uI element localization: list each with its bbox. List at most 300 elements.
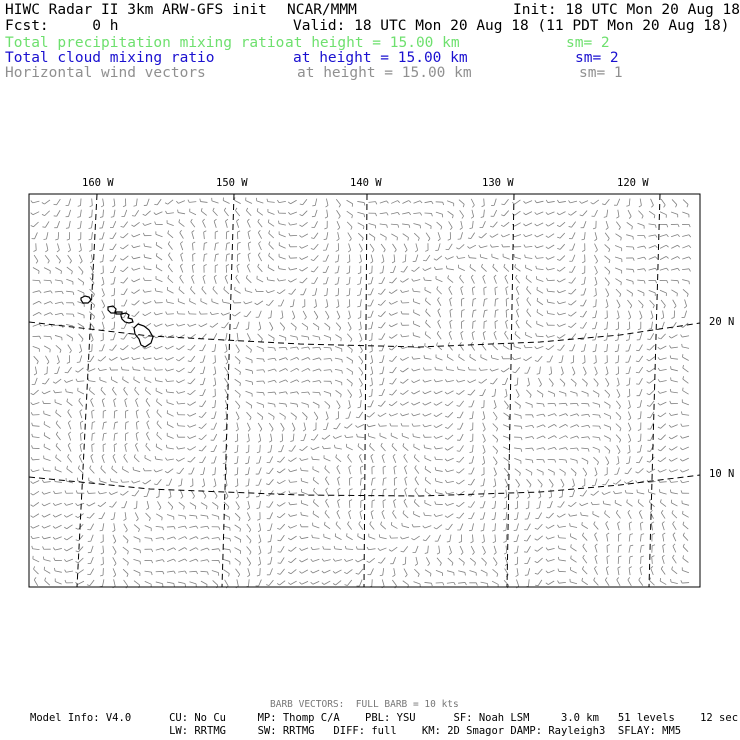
wind-barb — [92, 444, 95, 452]
wind-barb-flag — [32, 445, 33, 448]
wind-barb-shaft — [279, 269, 286, 270]
wind-barb-flag — [235, 340, 238, 341]
wind-barb-shaft — [650, 345, 655, 350]
wind-barb-shaft — [112, 345, 116, 351]
wind-barb-shaft — [514, 426, 521, 427]
wind-barb-shaft — [68, 434, 70, 441]
wind-barb-shaft — [415, 490, 419, 496]
wind-barb-shaft — [682, 269, 689, 270]
wind-barb-shaft — [570, 425, 576, 428]
wind-barb — [535, 346, 544, 348]
wind-barb-shaft — [559, 391, 566, 393]
wind-barb-flag — [132, 495, 135, 496]
wind-barb — [493, 457, 497, 465]
wind-barb — [146, 398, 150, 406]
wind-barb-shaft — [447, 391, 453, 394]
wind-barb — [279, 347, 287, 350]
wind-barb-flag — [51, 291, 53, 293]
wind-barb — [67, 335, 73, 342]
wind-barb-shaft — [548, 245, 554, 249]
wind-barb-shaft — [528, 490, 530, 497]
wind-barb-flag — [404, 454, 406, 456]
wind-barb-flag — [669, 470, 671, 472]
wind-barb — [146, 432, 149, 440]
wind-barb-shaft — [483, 311, 484, 318]
wind-barb-shaft — [145, 323, 151, 327]
wind-barb-flag — [233, 300, 234, 303]
wind-barb — [682, 344, 689, 348]
wind-barb-flag — [212, 407, 215, 408]
wind-barb-shaft — [180, 244, 182, 251]
wind-barb — [225, 275, 228, 284]
wind-barb-flag — [39, 324, 41, 326]
wind-barb-flag — [333, 436, 335, 438]
wind-barb-flag — [246, 208, 247, 211]
wind-barb — [214, 479, 216, 488]
wind-barb — [684, 299, 686, 308]
wind-barb — [303, 311, 306, 319]
wind-barb-flag — [296, 417, 297, 420]
wind-barb — [165, 458, 173, 461]
wind-barb-flag — [266, 495, 269, 496]
wind-barb-shaft — [236, 412, 239, 418]
wind-barb-flag — [401, 300, 402, 303]
wind-barb-flag — [31, 412, 32, 415]
wind-barb-flag — [357, 306, 360, 307]
wind-barb-shaft — [413, 280, 420, 282]
wind-barb-flag — [638, 418, 641, 419]
wind-barb-shaft — [392, 401, 397, 405]
wind-barb-flag — [494, 275, 496, 277]
wind-barb — [378, 322, 385, 328]
wind-barb-shaft — [156, 470, 163, 472]
wind-barb — [301, 392, 309, 395]
wind-barb — [471, 199, 474, 207]
wind-barb — [379, 344, 385, 351]
wind-barb — [647, 333, 653, 339]
wind-barb — [202, 479, 205, 487]
wind-barb-shaft — [302, 245, 308, 248]
wind-barb-shaft — [649, 502, 654, 507]
field-height-precip: at height = 15.00 km — [285, 35, 460, 51]
wind-barb-flag — [619, 440, 620, 443]
wind-barb-flag — [501, 225, 504, 227]
wind-barb-flag — [566, 460, 567, 463]
wind-barb-flag — [445, 469, 447, 471]
wind-barb-shaft — [324, 323, 329, 327]
wind-barb-flag — [80, 261, 82, 263]
wind-barb-shaft — [170, 490, 171, 497]
wind-barb-shaft — [56, 457, 62, 461]
wind-barb-flag — [654, 215, 655, 218]
wind-barb-flag — [494, 474, 496, 476]
wind-barb-shaft — [181, 479, 182, 486]
wind-barb — [424, 277, 432, 280]
wind-barb-flag — [384, 478, 387, 479]
wind-barb-flag — [411, 403, 413, 405]
wind-barb-flag — [154, 470, 156, 472]
wind-barb — [493, 264, 498, 272]
wind-barb-flag — [53, 503, 55, 505]
wind-barb — [595, 277, 597, 286]
wind-barb-flag — [568, 304, 571, 305]
wind-barb-shaft — [270, 322, 273, 328]
wind-barb — [99, 243, 104, 250]
wind-barb-flag — [133, 367, 134, 370]
wind-barb-flag — [92, 422, 95, 423]
wind-barb — [546, 268, 555, 270]
wind-barb — [167, 433, 173, 439]
wind-barb-shaft — [203, 389, 206, 395]
wind-barb-flag — [131, 225, 134, 227]
wind-barb-shaft — [637, 280, 644, 281]
wind-barb-shaft — [571, 211, 577, 215]
wind-barb — [560, 379, 565, 387]
wind-barb — [144, 266, 152, 270]
wind-barb-flag — [445, 448, 447, 450]
wind-barb — [268, 209, 275, 215]
wind-barb-flag — [582, 261, 585, 262]
wind-barb-shaft — [124, 334, 128, 340]
wind-barb-shaft — [650, 457, 655, 462]
wind-barb — [481, 264, 486, 272]
wind-barb-shaft — [56, 423, 61, 428]
wind-barb — [215, 243, 219, 251]
wind-barb-shaft — [606, 299, 608, 306]
wind-barb-flag — [147, 421, 149, 423]
wind-barb — [311, 233, 318, 239]
wind-barb — [325, 299, 328, 307]
wind-barb-flag — [176, 324, 178, 326]
wind-barb — [199, 344, 205, 350]
wind-barb — [401, 266, 408, 272]
wind-barb-flag — [250, 417, 251, 420]
wind-barb-flag — [73, 292, 74, 295]
wind-barb-flag — [526, 275, 527, 278]
wind-barb-flag — [369, 273, 372, 274]
wind-barb-flag — [297, 368, 299, 370]
wind-barb-flag — [267, 277, 268, 280]
wind-barb — [594, 355, 597, 363]
wind-barb-shaft — [167, 403, 174, 405]
wind-barb-flag — [224, 208, 226, 211]
wind-barb — [120, 245, 128, 249]
wind-barb — [300, 199, 307, 205]
wind-barb-shaft — [436, 269, 443, 270]
wind-barb — [312, 456, 320, 459]
wind-barb-shaft — [604, 504, 611, 505]
wind-barb-shaft — [371, 255, 373, 262]
wind-barb-shaft — [505, 378, 508, 385]
wind-barb-flag — [180, 242, 182, 244]
wind-barb-shaft — [279, 392, 286, 393]
wind-barb — [548, 414, 557, 416]
wind-barb — [188, 425, 197, 428]
wind-barb — [302, 380, 311, 382]
wind-barb-flag — [239, 395, 240, 398]
wind-barb-shaft — [660, 245, 666, 248]
wind-barb — [289, 445, 296, 451]
wind-barb-flag — [606, 306, 608, 308]
wind-barb-flag — [506, 320, 508, 322]
wind-barb-flag — [495, 298, 498, 299]
wind-barb-shaft — [124, 501, 126, 508]
wind-barb-shaft — [583, 322, 587, 328]
wind-barb-flag — [72, 338, 73, 341]
wind-barb — [401, 423, 409, 426]
wind-barb-flag — [423, 403, 425, 405]
wind-barb — [132, 481, 141, 483]
wind-barb — [179, 502, 185, 509]
wind-barb-shaft — [92, 232, 93, 239]
wind-barb — [425, 298, 430, 305]
wind-barb-flag — [188, 372, 191, 373]
wind-barb-shaft — [671, 447, 677, 451]
wind-barb — [55, 466, 61, 472]
wind-barb-shaft — [33, 312, 39, 315]
wind-barb — [445, 435, 453, 440]
wind-barb — [357, 299, 361, 307]
wind-barb — [312, 199, 316, 206]
wind-barb — [370, 443, 375, 451]
wind-barb — [258, 230, 261, 238]
wind-barb — [359, 255, 362, 263]
wind-barb-shaft — [382, 389, 385, 395]
wind-barb-shaft — [167, 392, 174, 393]
wind-barb-flag — [87, 361, 90, 362]
wind-barb-shaft — [68, 445, 71, 451]
wind-barb — [246, 197, 252, 203]
wind-barb-flag — [456, 482, 459, 484]
wind-barb — [42, 200, 50, 204]
wind-barb — [437, 297, 440, 305]
wind-barb-flag — [286, 368, 288, 370]
wind-barb-flag — [258, 219, 260, 222]
wind-barb-shaft — [268, 267, 274, 270]
wind-barb-flag — [111, 329, 114, 330]
wind-barb-shaft — [380, 436, 386, 439]
wind-barb — [232, 312, 240, 316]
wind-barb-flag — [485, 310, 488, 311]
wind-barb-shaft — [358, 424, 364, 427]
wind-barb-shaft — [425, 458, 431, 461]
wind-barb — [413, 434, 420, 438]
wind-barb — [525, 425, 533, 428]
wind-barb-shaft — [347, 211, 353, 215]
wind-barb-shaft — [360, 277, 361, 284]
wind-barb — [156, 264, 162, 271]
wind-barb-flag — [547, 322, 548, 325]
wind-barb — [190, 298, 196, 304]
wind-barb-shaft — [167, 290, 173, 293]
wind-barb — [226, 254, 230, 262]
wind-barb-flag — [180, 264, 182, 266]
wind-barb-flag — [609, 260, 610, 263]
wind-barb-flag — [620, 428, 621, 431]
wind-barb — [258, 322, 260, 331]
wind-barb-shaft — [225, 356, 228, 362]
init-time: Init: 18 UTC Mon 20 Aug 18 — [513, 2, 740, 18]
wind-barb-shaft — [290, 470, 297, 472]
wind-barb — [324, 221, 327, 229]
wind-barb-shaft — [204, 232, 205, 239]
wind-barb — [76, 503, 85, 505]
wind-barb-shaft — [483, 445, 485, 452]
wind-barb-shaft — [548, 313, 555, 314]
wind-barb-flag — [667, 280, 668, 283]
wind-barb-flag — [338, 317, 340, 319]
wind-barb — [640, 311, 642, 320]
wind-barb — [279, 368, 288, 371]
wind-barb — [424, 445, 431, 449]
wind-barb-shaft — [515, 211, 521, 215]
wind-barb — [348, 400, 350, 409]
wind-barb — [658, 424, 666, 429]
wind-barb-shaft — [560, 379, 565, 384]
wind-barb-flag — [57, 362, 59, 364]
wind-barb-shaft — [33, 346, 40, 348]
wind-barb-shaft — [213, 289, 218, 294]
wind-barb — [98, 502, 106, 506]
wind-barb-shaft — [605, 199, 609, 204]
wind-barb-flag — [223, 441, 226, 442]
wind-barb-flag — [549, 373, 552, 374]
wind-barb-flag — [311, 260, 314, 261]
wind-barb-shaft — [102, 288, 105, 295]
wind-barb-shaft — [122, 370, 129, 371]
wind-barb — [53, 379, 61, 383]
wind-barb-shaft — [506, 311, 507, 318]
wind-barb-flag — [42, 492, 44, 494]
wind-barb — [144, 199, 149, 206]
wind-barb-shaft — [245, 302, 252, 304]
wind-barb-flag — [383, 500, 386, 501]
wind-barb-flag — [326, 418, 328, 420]
wind-barb — [501, 368, 509, 372]
wind-barb-flag — [288, 469, 290, 471]
wind-barb — [226, 243, 230, 251]
wind-barb-flag — [338, 499, 340, 501]
wind-barb — [269, 253, 274, 260]
wind-barb-flag — [221, 313, 223, 315]
wind-barb-shaft — [539, 490, 541, 497]
wind-barb-shaft — [527, 367, 530, 373]
wind-barb-flag — [496, 428, 497, 431]
wind-barb-flag — [362, 238, 363, 241]
wind-barb-shaft — [55, 482, 62, 483]
wind-barb-shaft — [548, 223, 554, 227]
wind-barb-flag — [535, 256, 536, 259]
wind-barb — [501, 234, 510, 237]
wind-barb-shaft — [671, 280, 678, 281]
wind-barb — [595, 367, 598, 376]
wind-barb-shaft — [214, 333, 217, 339]
wind-barb-shaft — [447, 470, 454, 472]
wind-barb-flag — [434, 436, 436, 438]
wind-barb — [346, 277, 350, 285]
wind-barb — [594, 255, 597, 263]
wind-barb-shaft — [80, 411, 82, 418]
wind-barb-flag — [274, 417, 275, 420]
wind-barb — [492, 501, 496, 509]
wind-barb-flag — [456, 472, 459, 473]
wind-barb-shaft — [56, 413, 61, 417]
wind-barb-shaft — [470, 380, 476, 383]
wind-barb-flag — [255, 289, 256, 292]
wind-barb-flag — [349, 500, 352, 501]
wind-barb-shaft — [192, 266, 193, 273]
wind-barb — [381, 443, 386, 451]
wind-barb-shaft — [595, 311, 596, 318]
wind-barb — [188, 200, 196, 203]
wind-barb-flag — [469, 452, 472, 453]
wind-barb-flag — [577, 448, 578, 451]
wind-barb-shaft — [336, 323, 341, 328]
wind-barb — [188, 345, 196, 350]
wind-barb-shaft — [213, 211, 218, 216]
field-smoothing-precip: sm= 2 — [566, 35, 610, 51]
wind-barb-shaft — [268, 202, 275, 203]
wind-barb-shaft — [527, 479, 531, 484]
wind-barb-flag — [412, 369, 414, 371]
wind-barb — [31, 491, 39, 495]
wind-barb — [681, 335, 689, 338]
wind-barb-shaft — [651, 199, 654, 205]
wind-barb — [64, 514, 72, 517]
wind-barb — [535, 223, 543, 226]
wind-barb-flag — [669, 336, 671, 338]
wind-barb-shaft — [682, 470, 689, 473]
wind-barb-shaft — [338, 501, 340, 508]
wind-barb-flag — [618, 396, 620, 398]
wind-barb — [457, 412, 463, 418]
wind-barb-shaft — [57, 221, 59, 228]
wind-barb-flag — [159, 507, 161, 509]
wind-barb-flag — [658, 427, 661, 428]
wind-barb — [658, 413, 666, 417]
wind-barb-shaft — [560, 345, 564, 351]
wind-barb-shaft — [516, 389, 519, 395]
wind-barb-shaft — [313, 447, 319, 450]
wind-barb-flag — [91, 454, 93, 456]
wind-barb-shaft — [236, 277, 240, 283]
wind-barb — [177, 423, 185, 426]
wind-barb — [426, 233, 430, 241]
wind-barb-shaft — [157, 199, 161, 205]
wind-barb-shaft — [683, 200, 688, 205]
wind-barb-flag — [143, 468, 144, 471]
wind-barb — [626, 344, 631, 351]
wind-barb — [266, 490, 273, 496]
wind-barb — [235, 379, 241, 386]
wind-barb-shaft — [416, 243, 418, 250]
wind-barb-flag — [566, 414, 568, 416]
wind-barb-flag — [271, 328, 273, 330]
wind-barb-shaft — [436, 448, 443, 449]
wind-barb — [602, 492, 611, 495]
wind-barb — [44, 291, 53, 293]
wind-barb-flag — [523, 201, 525, 203]
wind-barb — [636, 367, 643, 373]
wind-barb-flag — [346, 284, 349, 285]
wind-barb — [156, 276, 162, 282]
wind-barb-flag — [168, 253, 170, 255]
wind-barb — [45, 243, 48, 251]
wind-barb-flag — [121, 339, 124, 340]
wind-barb — [503, 254, 510, 259]
wind-barb-flag — [460, 228, 462, 230]
wind-barb-flag — [426, 309, 427, 312]
